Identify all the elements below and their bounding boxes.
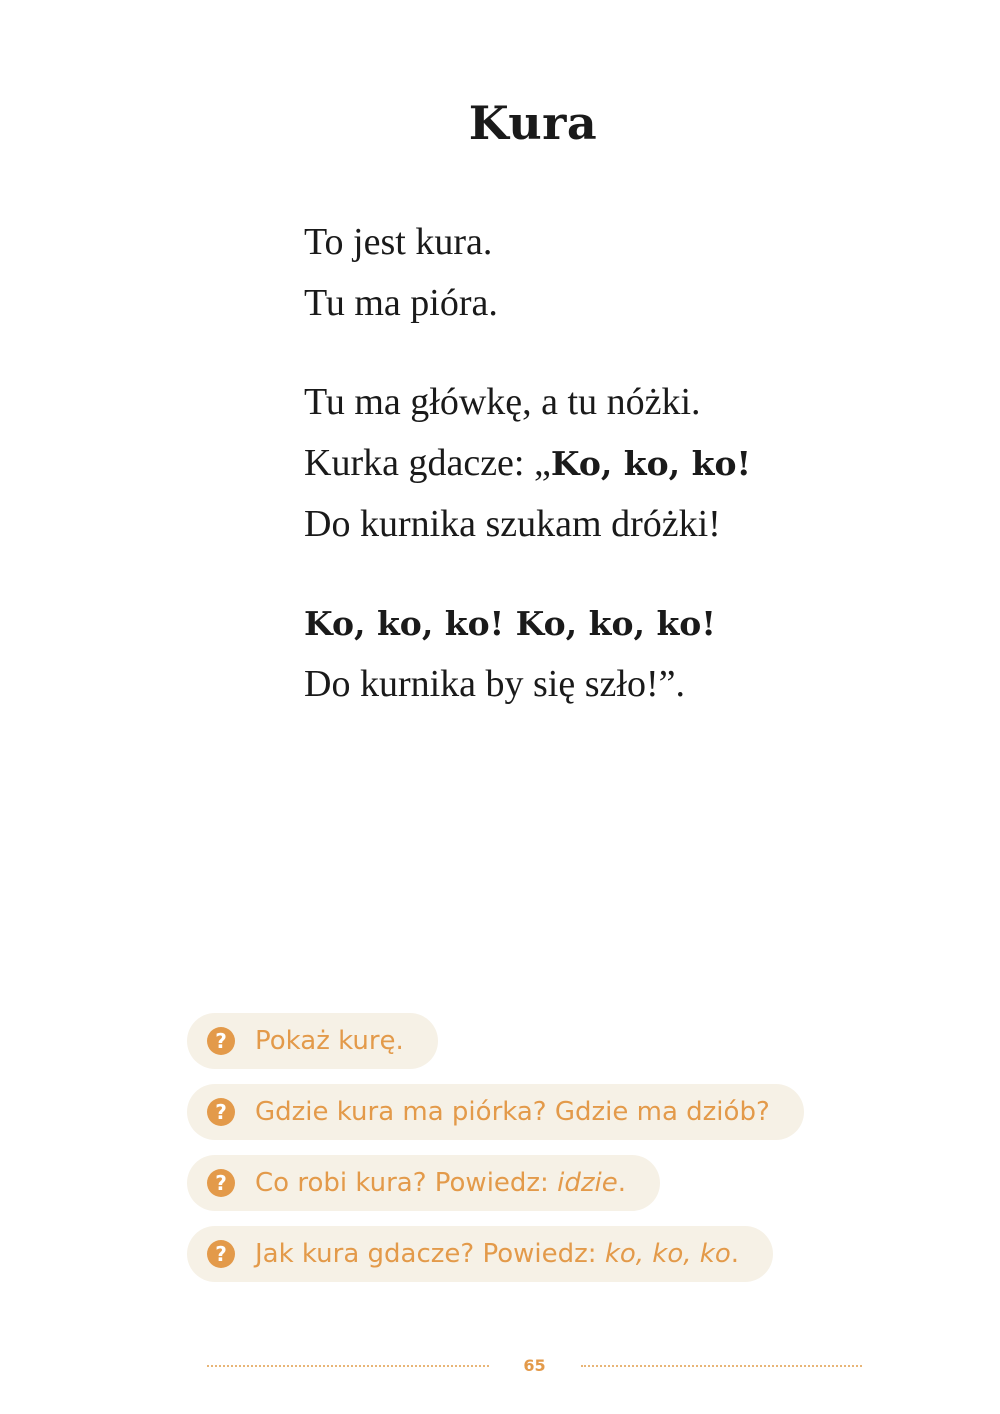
- dotted-divider-right: [581, 1365, 863, 1367]
- poem-line: To jest kura.: [304, 221, 493, 263]
- poem-line: Tu ma główkę, a tu nóżki.: [304, 381, 701, 423]
- stanza-3: [304, 593, 904, 715]
- dotted-divider-left: [207, 1365, 489, 1367]
- poem-line: [304, 593, 904, 654]
- poem: [304, 212, 904, 753]
- poem-line: Tu ma pióra.: [304, 282, 498, 324]
- page-footer: [207, 1352, 862, 1378]
- poem-line-bold: Ko, ko, ko!: [550, 444, 752, 483]
- question-item: [187, 1155, 660, 1211]
- question-text: Pokaż kurę.: [255, 1026, 404, 1056]
- poem-line-bold: Ko, ko, ko! Ko, ko, ko!: [304, 604, 716, 643]
- question-circle-icon: ?: [207, 1098, 235, 1126]
- stanza-1: [304, 212, 904, 334]
- question-text-end: .: [730, 1239, 740, 1269]
- poem-line: [304, 433, 904, 494]
- question-circle-icon: ?: [207, 1240, 235, 1268]
- question-circle-icon: ?: [207, 1169, 235, 1197]
- stanza-2: [304, 372, 904, 555]
- questions-list: [187, 1013, 804, 1297]
- question-text: [255, 1168, 626, 1198]
- poem-line: Do kurnika szukam dróżki!: [304, 503, 721, 545]
- question-text-end: .: [617, 1168, 626, 1198]
- poem-line: Do kurnika by się szło!”.: [304, 663, 685, 705]
- question-text: Gdzie kura ma piórka? Gdzie ma dziób?: [255, 1097, 770, 1127]
- poem-line-text: Kurka gdacze: „: [304, 442, 551, 484]
- question-text-plain: Co robi kura? Powiedz:: [255, 1168, 558, 1198]
- question-item: [187, 1084, 804, 1140]
- question-text-italic: ko, ko, ko: [604, 1239, 731, 1269]
- page-number: 65: [523, 1355, 546, 1375]
- question-text: [255, 1239, 739, 1269]
- question-item: [187, 1226, 773, 1282]
- question-item: [187, 1013, 438, 1069]
- question-text-plain: Jak kura gdacze? Powiedz:: [255, 1239, 605, 1269]
- question-circle-icon: ?: [207, 1027, 235, 1055]
- page-title: Kura: [468, 96, 598, 150]
- question-text-italic: idzie: [557, 1168, 618, 1198]
